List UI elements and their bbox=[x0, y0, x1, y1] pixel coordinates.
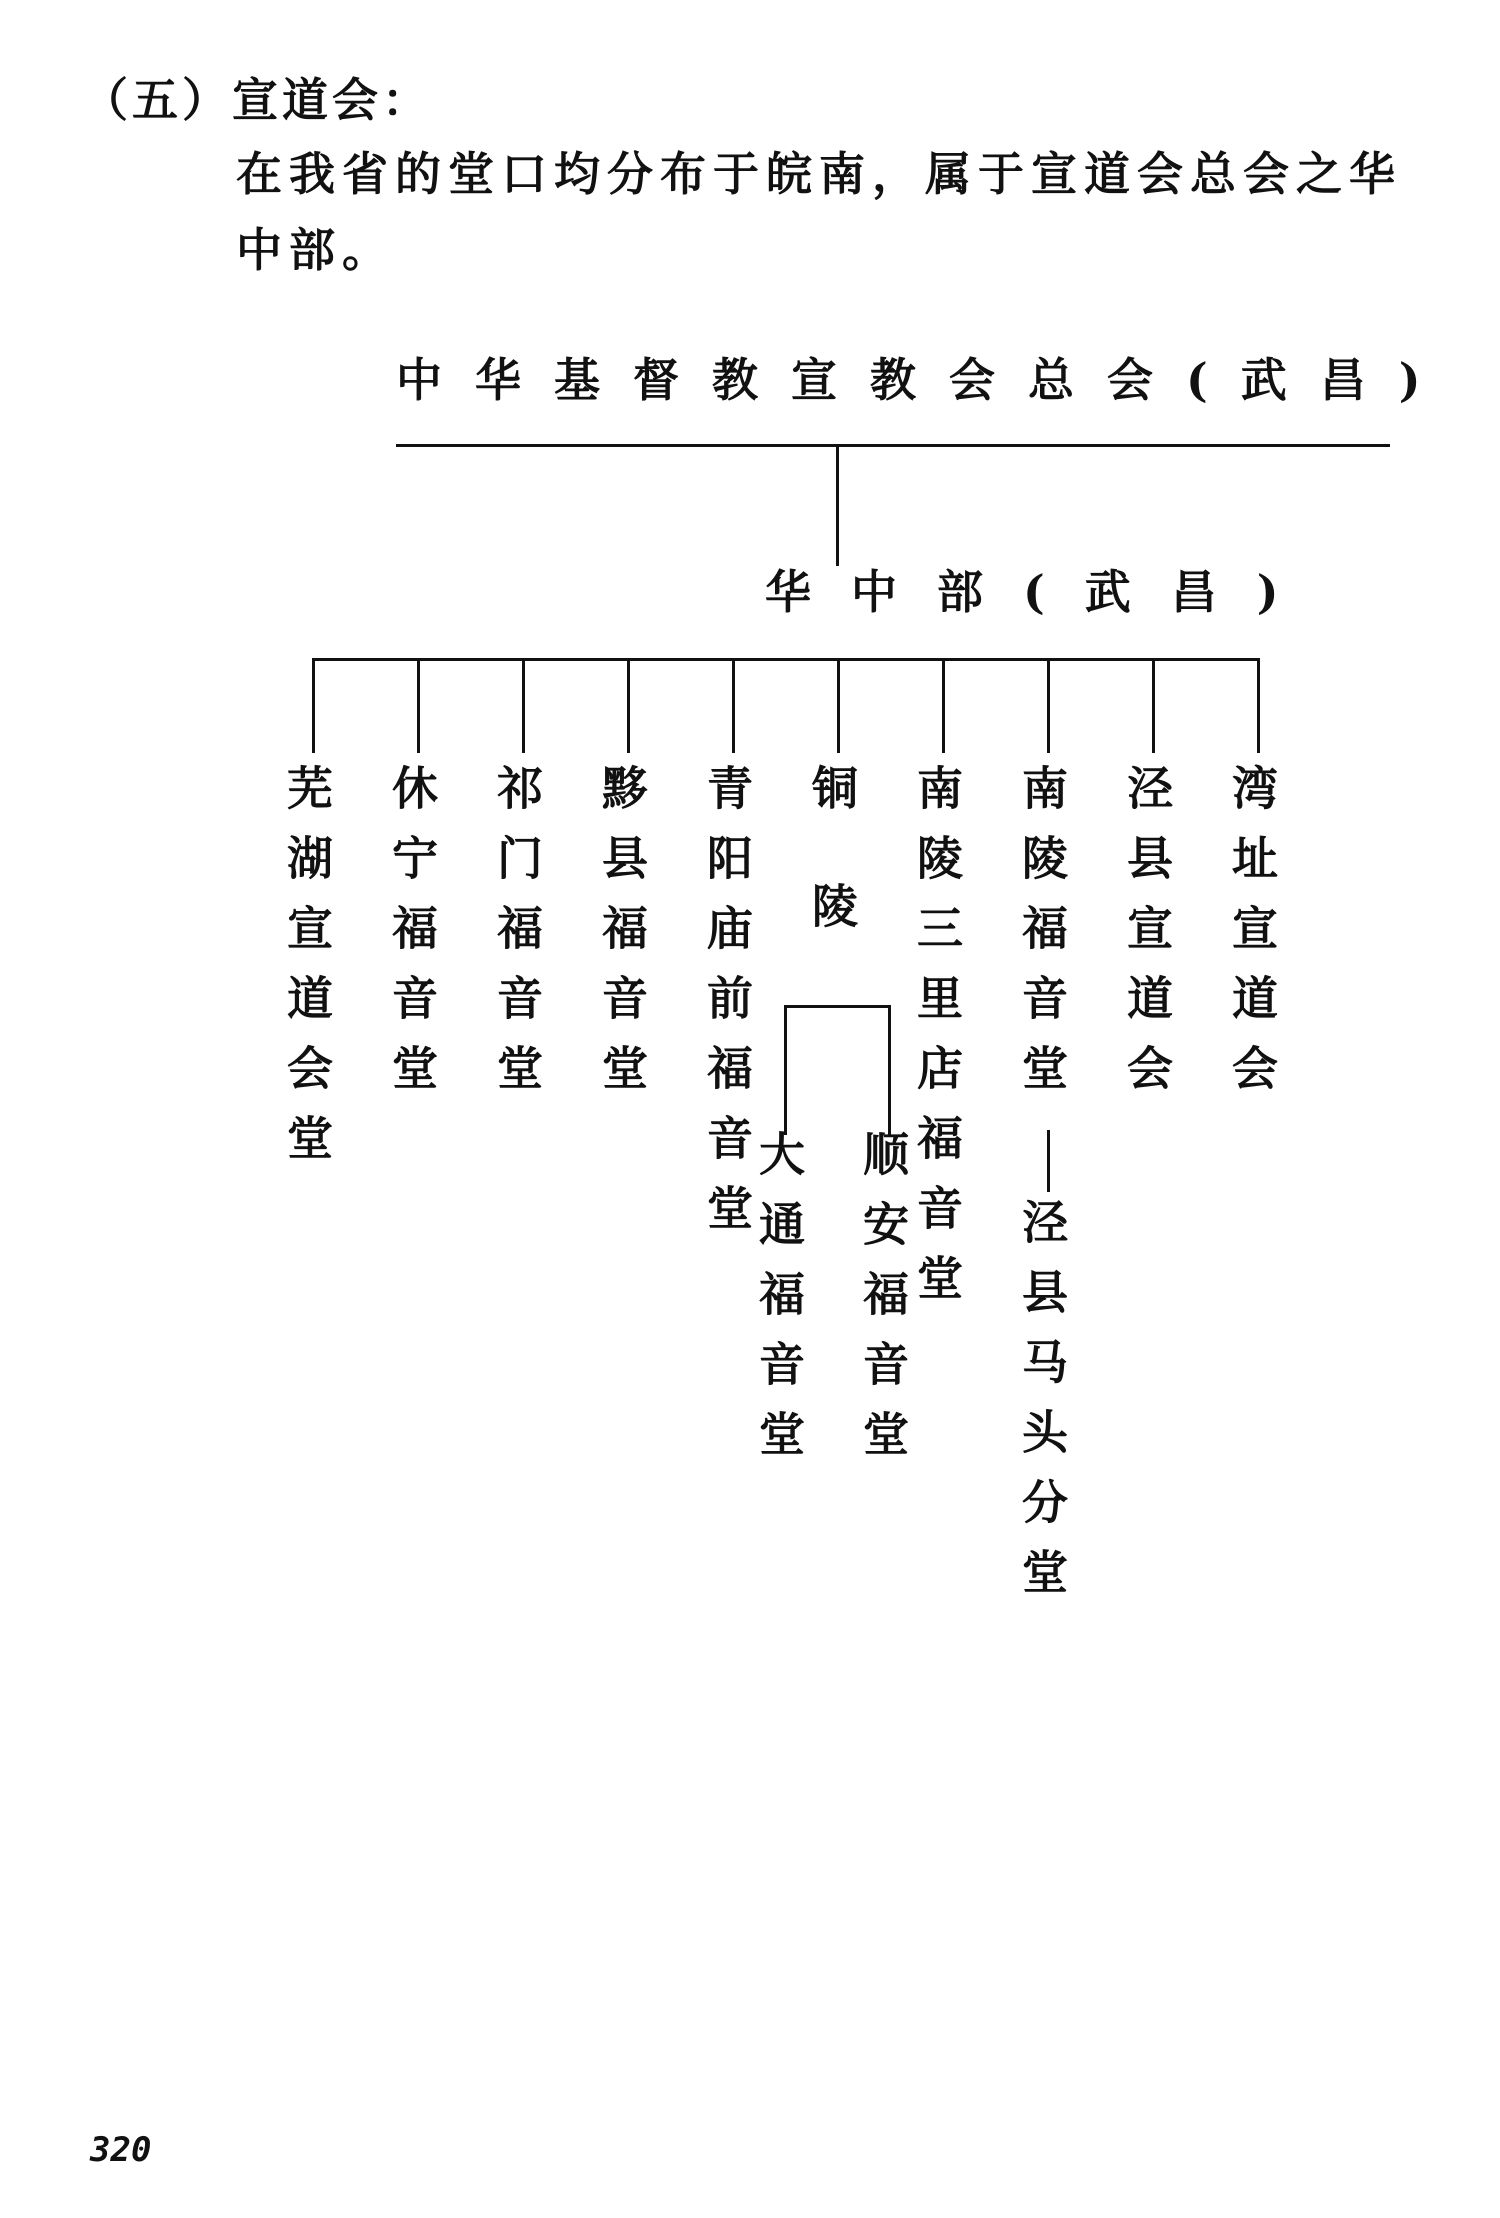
tongling-child-bar bbox=[784, 1005, 891, 1008]
branch-connector bbox=[732, 658, 735, 753]
branch-connector bbox=[1047, 658, 1050, 753]
branch-connector bbox=[1257, 658, 1260, 753]
branch-yixian: 黟县福音堂 bbox=[595, 764, 649, 1114]
nanling-child-connector bbox=[1047, 1130, 1050, 1192]
branch-nanling: 南陵福音堂 bbox=[1015, 764, 1069, 1114]
root-underline bbox=[396, 444, 1390, 447]
branch-connector bbox=[942, 658, 945, 753]
subbranch-datong: 大通福音堂 bbox=[752, 1130, 806, 1480]
branch-connector bbox=[522, 658, 525, 753]
branch-nanling-sanlidian: 南陵三里店福音堂 bbox=[910, 764, 964, 1324]
branch-qingyang: 青阳庙前福音堂 bbox=[700, 764, 754, 1254]
division-organization: 华中部(武昌) bbox=[765, 565, 1319, 619]
root-connector bbox=[836, 446, 839, 566]
branch-connector bbox=[1152, 658, 1155, 753]
branch-qimen: 祁门福音堂 bbox=[490, 764, 544, 1114]
intro-paragraph: 在我省的堂口均分布于皖南，属于宣道会总会之华中部。 bbox=[236, 147, 1402, 277]
section-heading: （五）宣道会： bbox=[82, 73, 432, 127]
subbranch-shunan: 顺安福音堂 bbox=[856, 1130, 910, 1480]
branch-wanzhi: 湾址宣道会 bbox=[1225, 764, 1279, 1114]
branch-connector bbox=[312, 658, 315, 753]
branch-connector bbox=[417, 658, 420, 753]
branch-xiuning: 休宁福音堂 bbox=[385, 764, 439, 1114]
subbranch-jingxian-matou: 泾县马头分堂 bbox=[1015, 1198, 1069, 1618]
branch-connector bbox=[837, 658, 840, 753]
page-number: 320 bbox=[90, 2130, 152, 2170]
branch-wuhu: 芜湖宣道会堂 bbox=[280, 764, 334, 1184]
branch-bar bbox=[312, 658, 1258, 661]
tongling-child-connector bbox=[784, 1005, 787, 1135]
tongling-child-connector bbox=[888, 1005, 891, 1135]
branch-jingxian: 泾县宣道会 bbox=[1120, 764, 1174, 1114]
branch-tongling: 铜陵 bbox=[805, 764, 859, 1000]
root-organization: 中华基督教宣教会总会(武昌) bbox=[396, 353, 1454, 407]
branch-connector bbox=[627, 658, 630, 753]
